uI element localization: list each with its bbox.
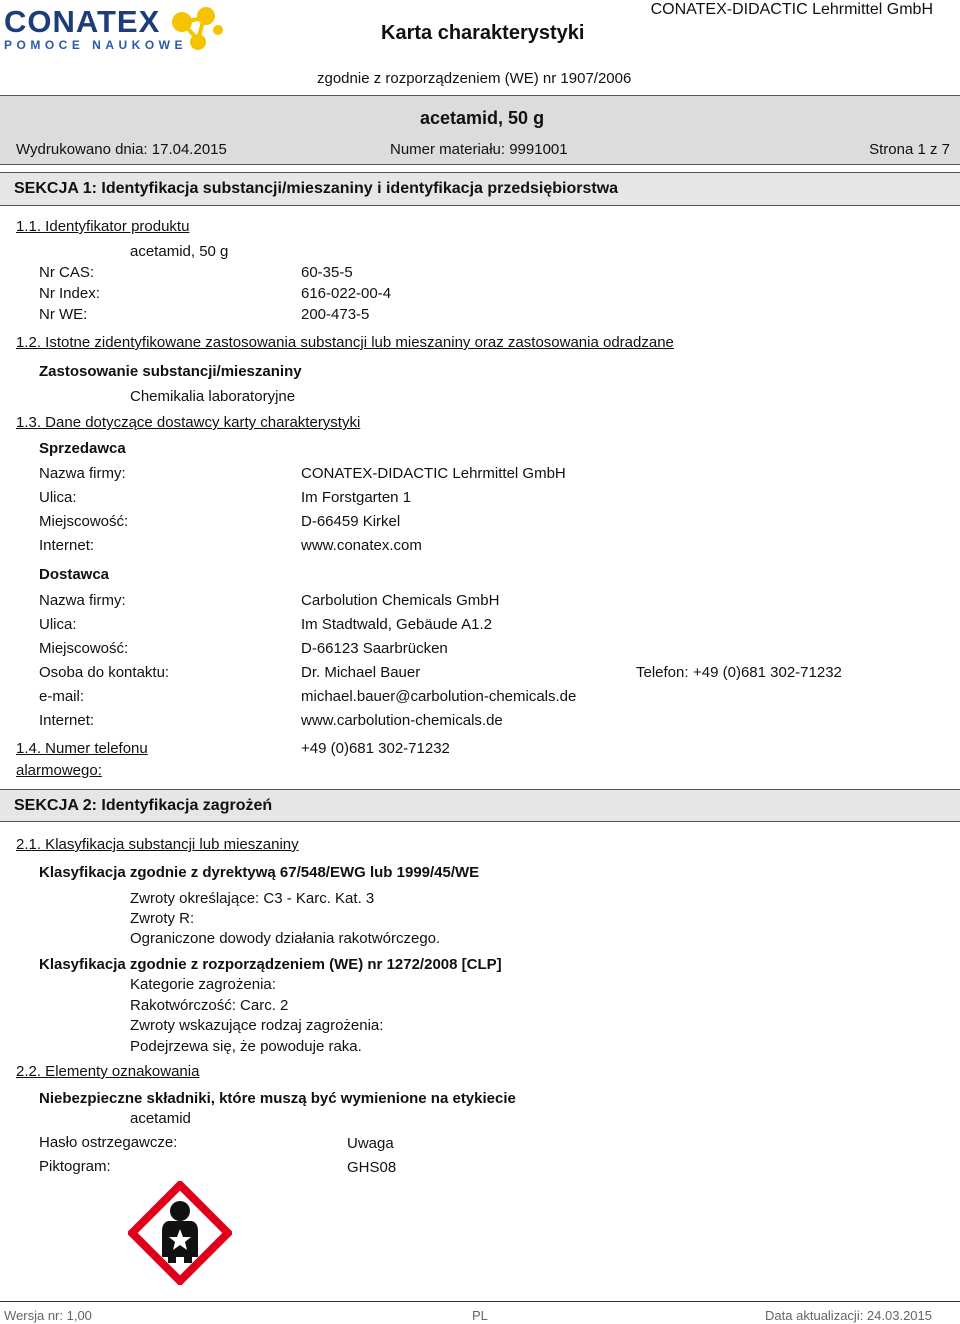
seller-internet-value[interactable]: www.conatex.com [301,537,422,554]
index-label: Nr Index: [39,285,100,302]
hazard-heading: Niebezpieczne składniki, które muszą być wymienione na etykiecie [39,1090,516,1107]
contact-value: Dr. Michael Bauer [301,664,421,681]
directive-line: Ograniczone dowody działania rakotwórczego. [130,930,441,947]
footer-language: PL [472,1308,488,1323]
seller-company-label: Nazwa firmy: [39,465,126,482]
directive-heading: Klasyfikacja zgodnie z dyrektywą 67/548/EWG lub 1999/45/WE [39,864,480,881]
seller-street-label: Ulica: [39,489,77,506]
subsection-2-2: 2.2. Elementy oznakowania [16,1063,200,1080]
document-title: Karta charakterystyki [381,22,585,44]
product-title: acetamid, 50 g [420,108,545,128]
clp-line: Kategorie zagrożenia: [130,976,276,993]
supplier-company-value: Carbolution Chemicals GmbH [301,592,500,609]
seller-heading: Sprzedawca [39,440,126,457]
we-label: Nr WE: [39,306,88,323]
emergency-phone: +49 (0)681 302-71232 [301,740,450,757]
clp-line: Rakotwórczość: Carc. 2 [130,997,289,1014]
product-name: acetamid, 50 g [130,243,229,260]
regulation-note: zgodnie z rozporządzeniem (WE) nr 1907/2006 [317,70,632,87]
logo-subtitle: POMOCE NAUKOWE [4,38,187,52]
footer-divider [0,1301,960,1302]
subsection-1-2: 1.2. Istotne zidentyfikowane zastosowania substancji lub mieszaniny oraz zastosowania odradzane [16,334,674,351]
clp-line: Podejrzewa się, że powoduje raka. [130,1038,362,1055]
supplier-city-value: D-66123 Saarbrücken [301,640,448,657]
subsection-1-4-line1: 1.4. Numer telefonu [16,740,148,757]
subsection-1-1: 1.1. Identyfikator produktu [16,218,190,235]
subsection-2-1: 2.1. Klasyfikacja substancji lub mieszaniny [16,836,299,853]
health-hazard-icon [128,1181,232,1285]
pictogram-value: GHS08 [347,1159,397,1176]
contact-label: Osoba do kontaktu: [39,664,170,681]
molecule-logo-icon [168,4,228,56]
section-2-title: SEKCJA 2: Identyfikacja zagrożeń [14,797,273,814]
use-heading: Zastosowanie substancji/mieszaniny [39,363,302,380]
phone-label: Telefon: [636,664,689,681]
phone-value: +49 (0)681 302-71232 [693,664,842,681]
company-name: CONATEX-DIDACTIC Lehrmittel GmbH [650,1,933,18]
signal-word-value: Uwaga [347,1135,394,1152]
seller-internet-label: Internet: [39,537,95,554]
index-value: 616-022-00-4 [301,285,392,302]
directive-line: Zwroty R: [130,910,195,927]
subsection-1-3: 1.3. Dane dotyczące dostawcy karty charakterystyki [16,414,361,431]
cas-label: Nr CAS: [39,264,95,281]
page-number: Strona 1 z 7 [869,141,950,158]
seller-city-value: D-66459 Kirkel [301,513,401,530]
supplier-street-value: Im Stadtwald, Gebäude A1.2 [301,616,492,633]
footer-version: Wersja nr: 1,00 [4,1308,92,1323]
subsection-1-4-line2: alarmowego: [16,762,102,779]
supplier-internet-label: Internet: [39,712,95,729]
use-value: Chemikalia laboratoryjne [130,388,296,405]
seller-city-label: Miejscowość: [39,513,129,530]
email-value[interactable]: michael.bauer@carbolution-chemicals.de [301,688,577,705]
clp-line: Zwroty wskazujące rodzaj zagrożenia: [130,1017,384,1034]
supplier-company-label: Nazwa firmy: [39,592,126,609]
email-label: e-mail: [39,688,85,705]
logo-wordmark: CONATEX [4,4,161,39]
supplier-heading: Dostawca [39,566,110,583]
clp-heading: Klasyfikacja zgodnie z rozporządzeniem (WE) nr 1272/2008 [CLP] [39,956,502,973]
pictogram-label: Piktogram: [39,1158,111,1175]
cas-value: 60-35-5 [301,264,353,281]
seller-company-value: CONATEX-DIDACTIC Lehrmittel GmbH [301,465,566,482]
signal-word-label: Hasło ostrzegawcze: [39,1134,178,1151]
section-1-title: SEKCJA 1: Identyfikacja substancji/mieszaniny i identyfikacja przedsiębiorstwa [14,180,619,197]
supplier-street-label: Ulica: [39,616,77,633]
hazard-component: acetamid [130,1110,191,1127]
footer-update-date: Data aktualizacji: 24.03.2015 [765,1308,932,1323]
directive-line: Zwroty określające: C3 - Karc. Kat. 3 [130,890,375,907]
supplier-city-label: Miejscowość: [39,640,129,657]
supplier-internet-value[interactable]: www.carbolution-chemicals.de [301,712,503,729]
material-number: Numer materiału: 9991001 [390,141,568,158]
seller-street-value: Im Forstgarten 1 [301,489,412,506]
print-date: Wydrukowano dnia: 17.04.2015 [16,141,227,158]
we-value: 200-473-5 [301,306,370,323]
